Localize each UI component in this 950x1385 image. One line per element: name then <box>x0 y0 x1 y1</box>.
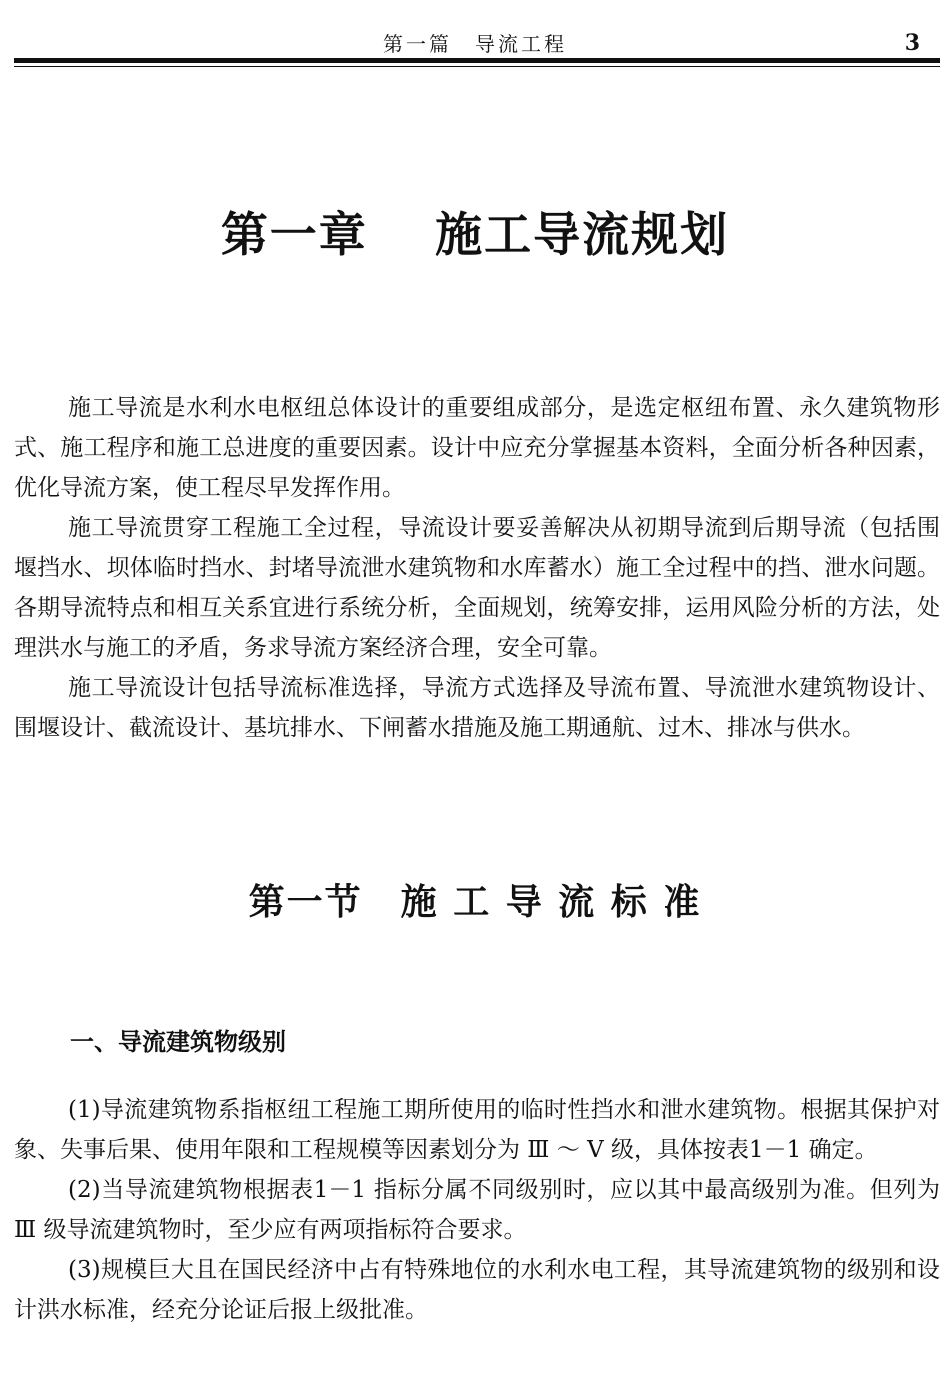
rule-paragraph-2: (2)当导流建筑物根据表1－1 指标分属不同级别时，应以其中最高级别为准。但列为 Ⅲ 级导流建筑物时，至少应有两项指标符合要求。 <box>14 1177 940 1243</box>
rules-text <box>14 1090 940 1330</box>
intro-paragraph-2: 施工导流贯穿工程施工全过程，导流设计要妥善解决从初期导流到后期导流（包括围堰挡水、坝体临时挡水、封堵导流泄水建筑物和水库蓄水）施工全过程中的挡、泄水问题。各期导流特点和相互关系宜进行系统分析，全面规划，统筹安排，运用风险分析的方法，处理洪水与施工的矛盾，务求导流方案经济合理，安全可靠。 <box>14 515 940 661</box>
intro-text <box>14 388 940 748</box>
header-rule-thin <box>14 66 940 67</box>
subsection-heading: 一、导流建筑物级别 <box>70 1028 286 1056</box>
intro-paragraph-1: 施工导流是水利水电枢纽总体设计的重要组成部分，是选定枢纽布置、永久建筑物形式、施工程序和施工总进度的重要因素。设计中应充分掌握基本资料，全面分析各种因素，优化导流方案，使工程尽早发挥作用。 <box>14 395 940 501</box>
running-head <box>0 22 950 58</box>
page-number: 3 <box>904 30 920 56</box>
rule-paragraph-3: (3)规模巨大且在国民经济中占有特殊地位的水利水电工程，其导流建筑物的级别和设计洪水标准，经充分论证后报上级批准。 <box>14 1257 940 1323</box>
section-title: 第一节 施 工 导 流 标 准 <box>248 881 702 923</box>
running-title: 第一篇 导流工程 <box>383 32 567 56</box>
chapter-title: 第一章 施工导流规划 <box>220 208 730 263</box>
intro-paragraph-3: 施工导流设计包括导流标准选择，导流方式选择及导流布置、导流泄水建筑物设计、围堰设计、截流设计、基坑排水、下闸蓄水措施及施工期通航、过木、排冰与供水。 <box>14 675 940 741</box>
rule-paragraph-1: (1)导流建筑物系指枢纽工程施工期所使用的临时性挡水和泄水建筑物。根据其保护对象、失事后果、使用年限和工程规模等因素划分为 Ⅲ ～ Ⅴ 级，具体按表1－1 确定。 <box>14 1097 940 1163</box>
header-rule-thick <box>14 58 940 63</box>
